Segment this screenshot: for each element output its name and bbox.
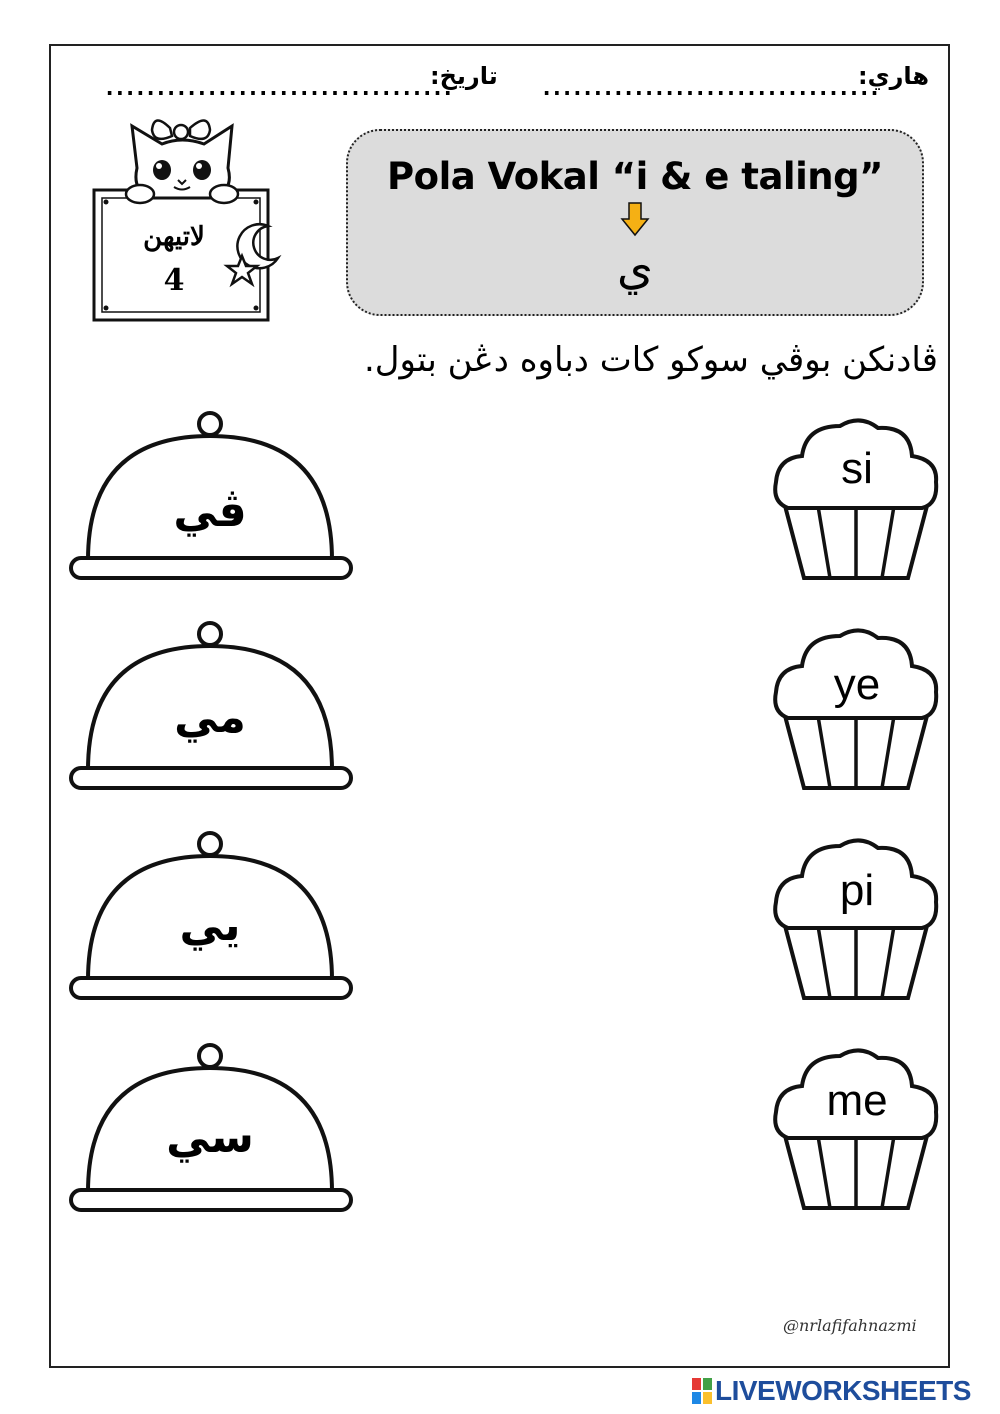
title-jawi-letter: ي [616,241,653,295]
date-answer-line[interactable]: .................................. [103,76,452,101]
cupcake-syllable-1: si [841,444,873,493]
day-answer-line[interactable]: ................................. [540,76,879,101]
cloche-word-3: يي [179,900,241,951]
cupcake-draggable-4[interactable] [770,1042,942,1212]
cupcake-syllable-2: ye [833,660,881,709]
cupcake-syllable-4: me [826,1076,888,1125]
cupcake-draggable-1[interactable] [770,412,942,582]
day-label: هاري: [858,62,930,90]
badge-exercise-label: لاتيهن [143,222,205,252]
liveworksheets-brand[interactable] [692,1376,971,1406]
cloche-word-2: مي [174,692,246,743]
liveworksheets-wordmark: LIVEWORKSHEETS [715,1375,971,1406]
author-signature: @nrlafifahnazmi [783,1316,917,1335]
date-label: تاريخ: [430,62,498,90]
badge-exercise-number: 4 [163,263,185,298]
arrow-down-icon [620,201,650,237]
cupcake-syllable-3: pi [839,866,875,915]
liveworksheets-logo-icon [692,1378,712,1404]
cloche-word-4: سي [166,1112,254,1163]
title-box [346,129,924,316]
instruction-text: ڤادنكن بوڤي سوكو كات دباوه دڠن بتول. [364,340,938,380]
cloche-word-1: ڤي [173,486,247,537]
cupcake-draggable-3[interactable] [770,832,942,1002]
worksheet-title: Pola Vokal “i & e taling” [387,155,883,198]
